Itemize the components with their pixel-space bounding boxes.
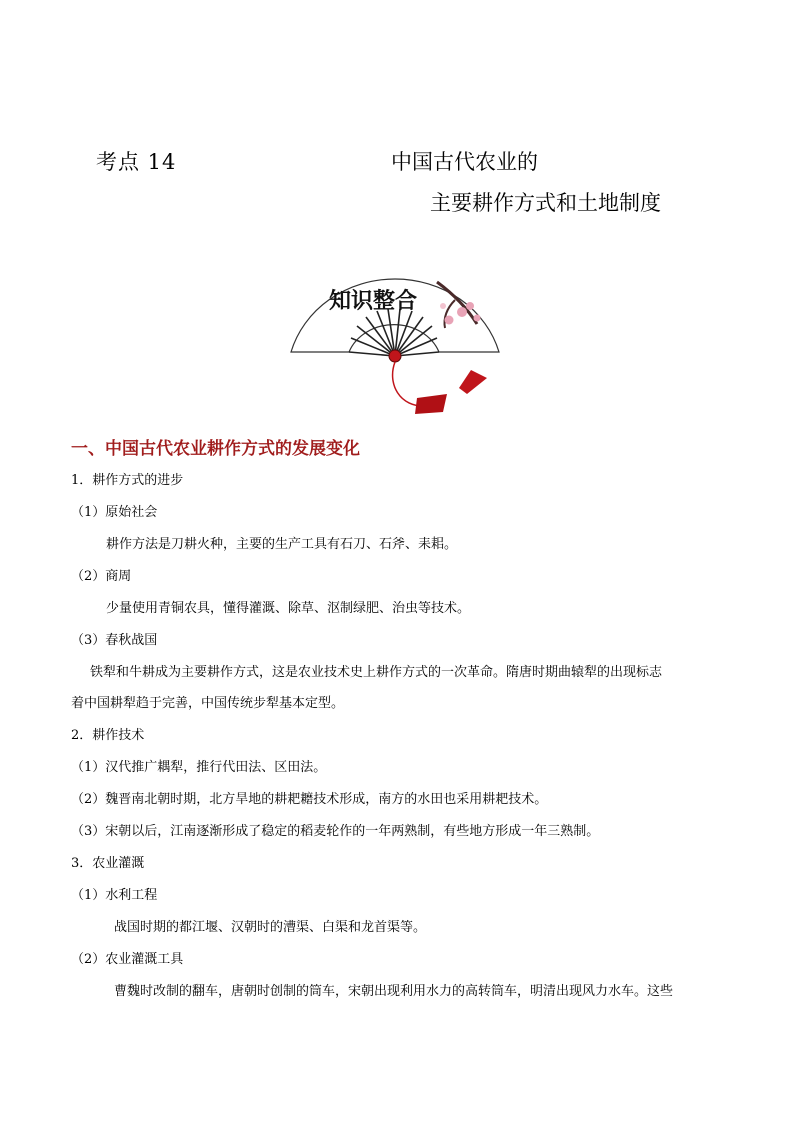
list-item: （2）商周 (71, 569, 132, 584)
banner-text: 知识整合 (329, 288, 418, 314)
list-item: （1）汉代推广耦犁，推行代田法、区田法。 (71, 760, 327, 775)
tassel-upper (459, 370, 487, 394)
fan-banner-illustration (287, 248, 503, 418)
subheading: 3．农业灌溉 (71, 856, 145, 871)
page-title-line2: 主要耕作方式和土地制度 (430, 191, 661, 215)
section-heading: 一、中国古代农业耕作方式的发展变化 (71, 439, 360, 459)
list-item: （3）宋朝以后，江南逐渐形成了稳定的稻麦轮作的一年两熟制，有些地方形成一年三熟制。 (71, 824, 600, 839)
page-title-line1: 中国古代农业的 (391, 150, 538, 174)
paragraph: 少量使用青铜农具，懂得灌溉、除草、沤制绿肥、治虫等技术。 (106, 601, 471, 616)
list-item: （2）农业灌溉工具 (71, 952, 184, 967)
list-item: （3）春秋战国 (71, 633, 158, 648)
list-item: （2）魏晋南北朝时期，北方旱地的耕耙耱技术形成，南方的水田也采用耕耙技术。 (71, 792, 548, 807)
subheading: 1．耕作方式的进步 (71, 473, 184, 488)
paragraph: 战国时期的都江堰、汉朝时的漕渠、白渠和龙首渠等。 (114, 920, 427, 935)
tassel-lower (415, 394, 447, 414)
list-item: （1）水利工程 (71, 888, 158, 903)
paragraph: 曹魏时改制的翻车，唐朝时创制的筒车，宋朝出现利用水力的高转筒车，明清出现风力水车。这些 (114, 984, 674, 999)
fan-hub (389, 350, 401, 362)
paragraph-continuation: 着中国耕犁趋于完善，中国传统步犁基本定型。 (71, 696, 345, 711)
subheading: 2．耕作技术 (71, 728, 145, 743)
paragraph: 铁犁和牛耕成为主要耕作方式，这是农业技术史上耕作方式的一次革命。隋唐时期曲辕犁的出现标志 (90, 665, 663, 680)
paragraph: 耕作方法是刀耕火种，主要的生产工具有石刀、石斧、耒耜。 (106, 537, 458, 552)
topic-number: 考点 14 (96, 150, 177, 174)
list-item: （1）原始社会 (71, 505, 158, 520)
